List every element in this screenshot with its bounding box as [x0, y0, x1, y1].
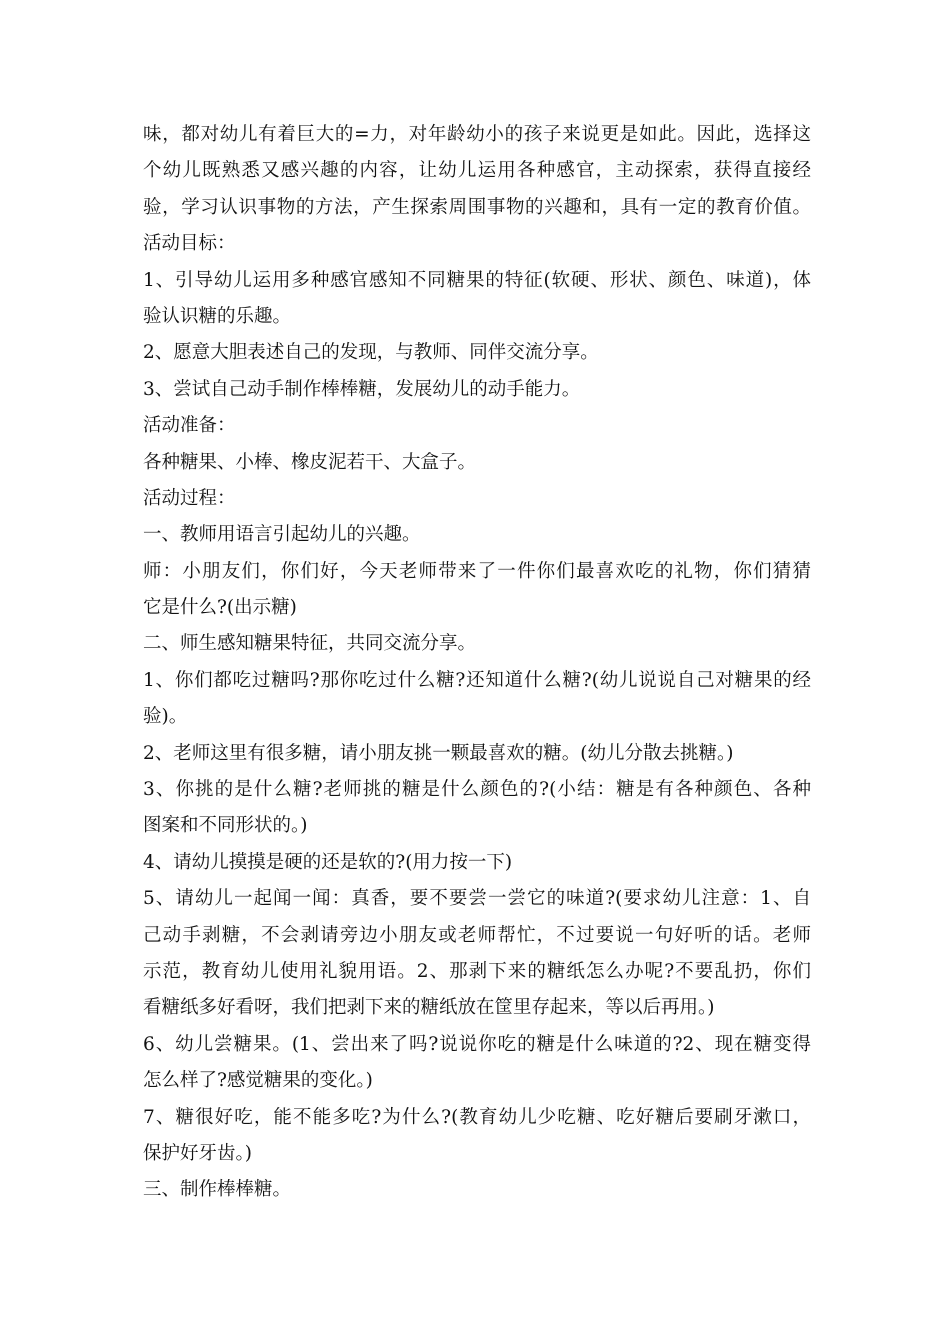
text-line: 示范，教育幼儿使用礼貌用语。2、那剥下来的糖纸怎么办呢?不要乱扔，你们 — [143, 960, 811, 982]
text-line: 保护好牙齿。) — [143, 1142, 252, 1164]
text-line: 个幼儿既熟悉又感兴趣的内容，让幼儿运用各种感官，主动探索，获得直接经 — [143, 160, 811, 182]
text-line: 图案和不同形状的。) — [143, 815, 308, 837]
text-line: 己动手剥糖，不会剥请旁边小朋友或老师帮忙，不过要说一句好听的话。老师 — [143, 924, 811, 946]
list-item: 1、引导幼儿运用多种感官感知不同糖果的特征(软硬、形状、颜色、味道)，体 — [143, 269, 811, 291]
text-line: 看糖纸多好看呀，我们把剥下来的糖纸放在筐里存起来，等以后再用。) — [143, 997, 715, 1019]
step-heading: 一、教师用语言引起幼儿的兴趣。 — [143, 524, 421, 546]
text-line: 怎么样了?感觉糖果的变化。) — [143, 1070, 373, 1092]
list-item: 4、请幼儿摸摸是硬的还是软的?(用力按一下) — [143, 851, 513, 873]
section-heading: 活动目标： — [143, 233, 236, 255]
list-item: 3、尝试自己动手制作棒棒糖，发展幼儿的动手能力。 — [143, 378, 581, 400]
step-heading: 二、师生感知糖果特征，共同交流分享。 — [143, 633, 477, 655]
list-item: 2、愿意大胆表述自己的发现，与教师、同伴交流分享。 — [143, 342, 599, 364]
section-heading: 活动过程： — [143, 487, 236, 509]
text-line: 验)。 — [143, 706, 188, 728]
text-line: 各种糖果、小棒、橡皮泥若干、大盒子。 — [143, 451, 477, 473]
text-line: 师：小朋友们，你们好，今天老师带来了一件你们最喜欢吃的礼物，你们猜猜 — [143, 560, 811, 582]
step-heading: 三、制作棒棒糖。 — [143, 1179, 292, 1201]
list-item: 3、你挑的是什么糖?老师挑的糖是什么颜色的?(小结：糖是有各种颜色、各种 — [143, 779, 811, 801]
list-item: 5、请幼儿一起闻一闻：真香，要不要尝一尝它的味道?(要求幼儿注意：1、自 — [143, 888, 811, 910]
text-line: 验认识糖的乐趣。 — [143, 305, 292, 327]
list-item: 1、你们都吃过糖吗?那你吃过什么糖?还知道什么糖?(幼儿说说自己对糖果的经 — [143, 669, 811, 691]
text-line: 味，都对幼儿有着巨大的=力，对年龄幼小的孩子来说更是如此。因此，选择这 — [143, 124, 811, 145]
text-line: 它是什么?(出示糖) — [143, 597, 297, 619]
text-line: 验，学习认识事物的方法，产生探索周围事物的兴趣和，具有一定的教育价值。 — [143, 196, 811, 218]
list-item: 2、老师这里有很多糖，请小朋友挑一颗最喜欢的糖。(幼儿分散去挑糖。) — [143, 742, 734, 764]
list-item: 6、幼儿尝糖果。(1、尝出来了吗?说说你吃的糖是什么味道的?2、现在糖变得 — [143, 1033, 811, 1055]
list-item: 7、糖很好吃，能不能多吃?为什么?(教育幼儿少吃糖、吃好糖后要刷牙漱口， — [143, 1106, 811, 1128]
section-heading: 活动准备： — [143, 415, 236, 437]
document-body — [143, 117, 811, 1209]
